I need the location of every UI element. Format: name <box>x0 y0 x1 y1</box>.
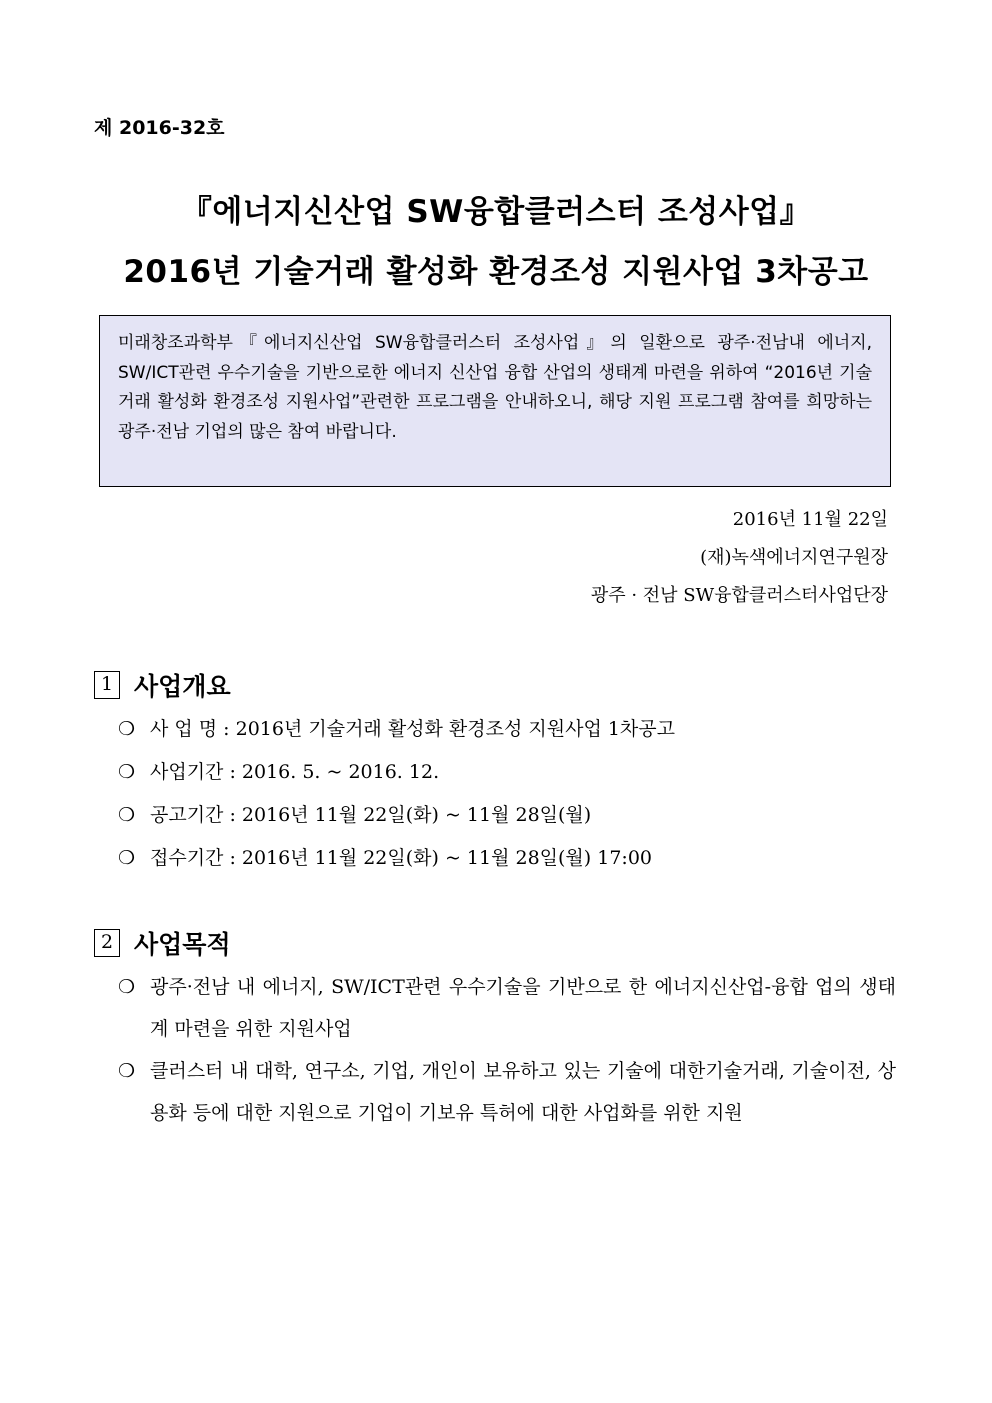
item-text: 광주·전남 내 에너지, SW/ICT관련 우수기술을 기반으로 한 에너지신산업-융합 업의 생태계 마련을 위한 지원사업 <box>150 976 896 1040</box>
document-number: 제 2016-32호 <box>94 117 225 139</box>
item-text: 사업기간 : 2016. 5. ~ 2016. 12. <box>150 761 440 783</box>
list-item <box>118 966 896 1050</box>
signature-block <box>591 501 888 615</box>
issuer-org-2: 광주 · 전남 SW융합클러스터사업단장 <box>590 585 888 606</box>
list-item <box>118 794 896 837</box>
announcement-date: 2016년 11월 22일 <box>732 509 888 530</box>
bullet-circle-icon: ❍ <box>118 718 136 740</box>
section-heading-purpose <box>94 925 231 961</box>
list-item <box>118 837 896 880</box>
section-heading-overview <box>94 667 231 703</box>
purpose-list <box>118 966 896 1134</box>
item-text: 공고기간 : 2016년 11월 22일(화) ~ 11월 28일(월) <box>150 804 592 826</box>
item-text: 사 업 명 : 2016년 기술거래 활성화 환경조성 지원사업 1차공고 <box>150 718 675 740</box>
list-item <box>118 751 896 794</box>
title-line-2: 2016년 기술거래 활성화 환경조성 지원사업 3차공고 <box>123 254 869 290</box>
bullet-circle-icon: ❍ <box>118 847 136 869</box>
item-text: 접수기간 : 2016년 11월 22일(화) ~ 11월 28일(월) 17:00 <box>150 847 652 869</box>
section-title: 사업개요 <box>134 672 231 701</box>
item-text: 클러스터 내 대학, 연구소, 기업, 개인이 보유하고 있는 기술에 대한기술거래, 기술이전, 상용화 등에 대한 지원으로 기업이 기보유 특허에 대한 사업화를 위한 지원 <box>150 1060 896 1124</box>
overview-list <box>118 708 896 880</box>
bullet-circle-icon: ❍ <box>118 804 136 826</box>
title-line-1: 『에너지신산업 SW융합클러스터 조성사업』 <box>180 194 812 230</box>
bullet-circle-icon: ❍ <box>118 761 136 783</box>
bullet-circle-icon: ❍ <box>118 1060 136 1082</box>
list-item <box>118 1050 896 1134</box>
bullet-circle-icon: ❍ <box>118 976 136 998</box>
summary-box: 미래창조과학부『에너지신산업 SW융합클러스터 조성사업』의 일환으로 광주·전남내 에너지, SW/ICT관련 우수기술을 기반으로한 에너지 신산업 융합 산업의 생태계 마련을 위하여 “2016년 기술거래 활성화 환경조성 지원사업”관련한 프로그램을 안내하오니, 해당 지원 프로그램 참여를 희망하는 광주·전남 기업의 많은 참여 바랍니다. <box>99 315 891 487</box>
section-number-box: 1 <box>94 671 120 699</box>
section-title: 사업목적 <box>134 930 231 959</box>
section-number-box: 2 <box>94 929 120 957</box>
list-item <box>118 708 896 751</box>
issuer-org-1: (재)녹색에너지연구원장 <box>700 547 888 568</box>
